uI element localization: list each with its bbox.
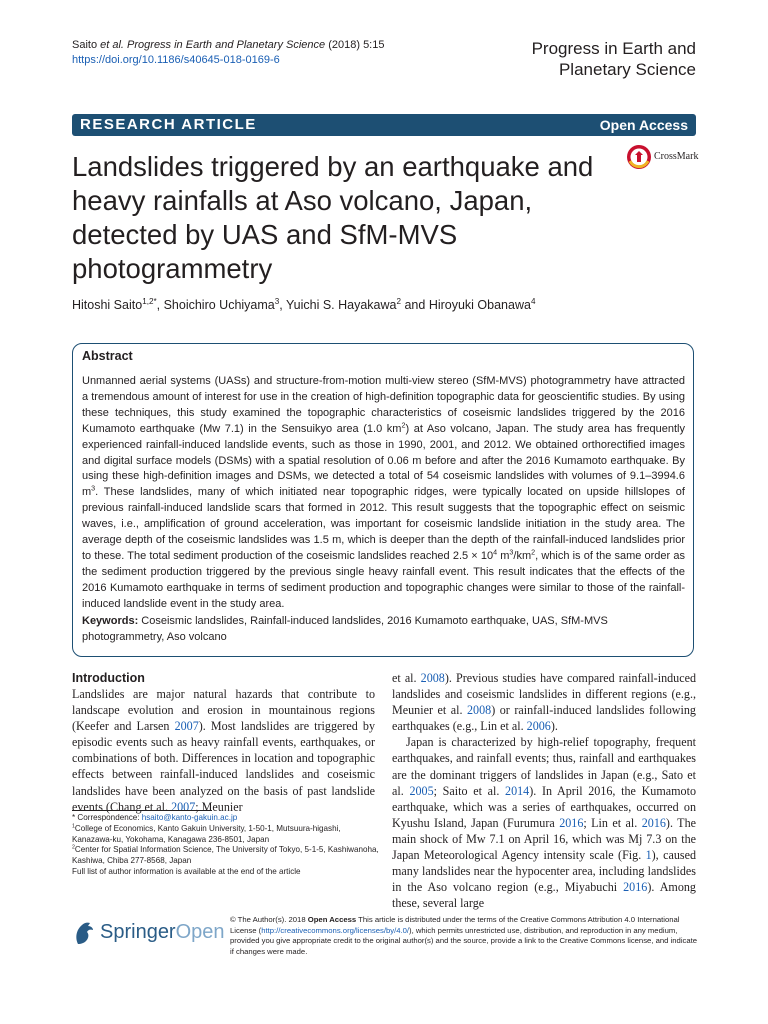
license-text (230, 915, 698, 957)
body-left-column (72, 670, 375, 815)
citation-volume: (2018) 5:15 (325, 39, 385, 51)
crossmark-label: CrossMark (654, 151, 699, 162)
text-segment: ). Most landslides are triggered by episodic events such as heavy rainfall events, earthquakes, or combinations of both. Differences in location and topographic effects between rainfall-induced landslides and coseismic landslides have been analyzed on the basis of past landslide events (Chang et al. (72, 719, 375, 814)
abstract-segment: m (497, 549, 510, 562)
license-segment: © The Author(s). 2018 (230, 915, 308, 924)
abstract-superscript: 2 (401, 421, 406, 430)
correspondence-email-link[interactable]: hsaito@kanto-gakuin.ac.jp (141, 813, 238, 822)
citation-line (72, 38, 384, 68)
section-heading-introduction: Introduction (72, 671, 145, 685)
abstract-superscript: 2 (531, 548, 536, 557)
springer-horse-icon (72, 920, 96, 946)
abstract-superscript: 3 (91, 484, 96, 493)
author-name[interactable]: Hiroyuki Obanawa (428, 298, 531, 312)
citation-link[interactable]: 2016 (623, 880, 648, 895)
text-segment: ). (550, 719, 558, 734)
citation-link[interactable]: 2007 (171, 799, 196, 814)
abstract-heading: Abstract (82, 349, 133, 363)
text-segment: Japan is characterized by high-relief topography, frequent earthquakes, and rainfall events; thus, rainfall and earthquakes are the dominant triggers of landslides in Japan (e.g., Sato et al. (392, 735, 696, 798)
text-segment: ) or rainfall-induced landslides following earthquakes (e.g., Lin et al. (392, 703, 696, 734)
footnote-rule (72, 810, 212, 811)
text-segment: ; Saito et al. (433, 783, 506, 798)
journal-name-line2: Planetary Science (558, 60, 696, 79)
journal-name (436, 38, 696, 80)
author-list (72, 298, 535, 312)
crossmark-button[interactable] (626, 144, 698, 172)
text-segment: ; Lin et al. (583, 815, 642, 830)
springer-word: Springer (100, 921, 176, 943)
abstract-text (82, 374, 685, 613)
body-paragraph (72, 686, 375, 815)
text-segment: ). The main shock of Mw 7.1 on April 16, which was Mj 7.3 on the Japan Meteorological Agency intensity scale (Fig. (392, 815, 696, 863)
affiliation-sup: 2 (72, 844, 75, 851)
text-segment: ). Among these, several large (392, 880, 696, 911)
author-separator: , (279, 298, 286, 312)
citation-link[interactable]: 2008 (420, 671, 445, 685)
citation-journal: et al. Progress in Earth and Planetary Science (100, 39, 326, 51)
abstract-superscript: 4 (493, 548, 498, 557)
citation-link[interactable]: 2006 (526, 719, 551, 734)
citation-link[interactable]: 2005 (409, 783, 434, 798)
footnotes (72, 813, 382, 878)
springer-open-wordmark (100, 921, 225, 944)
body-paragraph (392, 670, 696, 734)
license-segment: This article is distributed under the terms of the Creative Commons Attribution 4.0 International License ( (230, 915, 680, 935)
article-type: RESEARCH ARTICLE (80, 116, 257, 133)
citation-link[interactable]: 2008 (467, 703, 492, 718)
abstract-segment: Unmanned aerial systems (UASs) and structure-from-motion multi-view stereo (SfM-MVS) photogrammetry have attracted a tremendous amount of interest for use in the creation of high-definition topographic data for geoscientific studies. By using these techniques, this study examined the topographic characteristics of coseismic landslides triggered by the 2016 Kumamoto earthquake (Mw 7.1) in the Sensuikyo area (1.0 km (82, 375, 685, 435)
citation-link[interactable]: 2014 (505, 783, 530, 798)
author-affiliation-sup: 1,2* (142, 296, 157, 306)
author-affiliation-sup: 4 (530, 296, 536, 306)
license-open-access: Open Access (307, 915, 357, 924)
article-title: Landslides triggered by an earthquake and heavy rainfalls at Aso volcano, Japan, detected by UAS and SfM-MVS photogrammetry (72, 151, 594, 284)
text-segment: ). In April 2016, the Kumamoto earthquake, which was a series of earthquakes, occurred on Kyushu Island, Japan (Furumura (392, 783, 696, 830)
citation-link[interactable]: 2016 (641, 815, 666, 830)
author-separator: and (401, 298, 429, 312)
citation-authors: Saito (72, 39, 101, 51)
article-type-bar (72, 114, 696, 136)
citation-link[interactable]: 2007 (174, 719, 199, 734)
abstract-superscript: 3 (509, 548, 514, 557)
text-segment: ; Meunier (195, 799, 243, 814)
license-url-link[interactable]: http://creativecommons.org/licenses/by/4.0/ (261, 925, 410, 935)
text-segment: Landslides are major natural hazards that contribute to landscape evolution and erosion in mountainous regions (Keefer and Larsen (72, 687, 375, 734)
affiliation-sup: 1 (72, 823, 75, 830)
text-segment: ). Previous studies have compared rainfall-induced landslides and coseismic landslides in different regions (e.g., Meunier et al. (392, 671, 696, 718)
springer-open-logo (72, 918, 225, 948)
license-segment: ), which permits unrestricted use, distribution, and reproduction in any medium, provided you give appropriate credit to the original author(s) and the source, provide a link to the Creative Commons license, and indicate if changes were made. (230, 925, 698, 956)
body-paragraph (392, 734, 696, 911)
open-access-badge: Open Access (599, 117, 688, 133)
affiliation-2: Center for Spatial Information Science, The University of Tokyo, 5-1-5, Kashiwanoha, Kashiwa, Chiba 277-8568, Japan (72, 845, 379, 866)
abstract-segment: , which is of the same order as the sediment production triggered by the previous single heavy rainfall event. This result indicates that the effects of the 2016 Kumamoto earthquake in terms of sediment production and topographic changes were similar to those of the rainfall-induced landslide event in the study area. (82, 549, 685, 610)
affiliation-1: College of Economics, Kanto Gakuin University, 1-50-1, Mutsuura-higashi, Kanazawa-ku, Yokohama, Kanagawa 236-8501, Japan (72, 823, 341, 844)
text-segment: et al. (392, 671, 421, 685)
keywords-list: Coseismic landslides, Rainfall-induced landslides, 2016 Kumamoto earthquake, UAS, SfM-MVS photogrammetry, Aso volcano (82, 615, 608, 643)
author-affiliation-sup: 3 (274, 296, 280, 306)
author-separator: , (156, 298, 164, 312)
abstract-segment: . These landslides, many of which initiated near topographic ridges, were typically located on upside hillslopes of previous rainfall-induced landslide scars that formed in 2012. This result suggests that the topographic effect on seismic waves, i.e., amplification of ground acceleration, was important for coseismic landslide initiation in the study area. The average depth of the coseismic landslides was 1.5 m, which is deeper than the depth of the rainfall-induced landslides prior to these. The total sediment production of the coseismic landslides reached 2.5 × 10 (82, 486, 685, 562)
open-word: Open (175, 921, 225, 943)
abstract-segment: ) at Aso volcano, Japan. The study area has frequently experienced rainfall-induced landslide events, such as those in 1990, 2001, and 2012. We obtained orthorectified images and digital surface models (DSMs) with a spatial resolution of 0.06 m before and after the 2016 Kumamoto earthquake. By using these high-definition images and DSMs, we detected a total of 54 coseismic landslides with volumes of 9.1–3994.6 m (82, 422, 686, 499)
author-name[interactable]: Shoichiro Uchiyama (163, 298, 275, 312)
author-affiliation-sup: 2 (396, 296, 401, 306)
journal-name-line1: Progress in Earth and (531, 39, 696, 58)
author-name[interactable]: Hitoshi Saito (72, 298, 143, 312)
author-info-note: Full list of author information is available at the end of the article (72, 866, 301, 876)
text-segment: ), caused many landslides near the hypocenter area, including landslides in the Aso volcano region (e.g., Miyabuchi (392, 848, 696, 895)
author-name[interactable]: Yuichi S. Hayakawa (286, 298, 397, 312)
keywords-label: Keywords: (82, 615, 139, 627)
correspondence-label: * Correspondence: (72, 813, 142, 822)
citation-link[interactable]: 2016 (559, 815, 584, 830)
abstract-segment: /km (513, 549, 532, 562)
figure-link[interactable]: 1 (645, 848, 652, 863)
body-right-column (392, 670, 696, 911)
keywords (82, 614, 682, 646)
doi-link[interactable]: https://doi.org/10.1186/s40645-018-0169-6 (72, 54, 280, 66)
crossmark-icon (626, 144, 652, 170)
